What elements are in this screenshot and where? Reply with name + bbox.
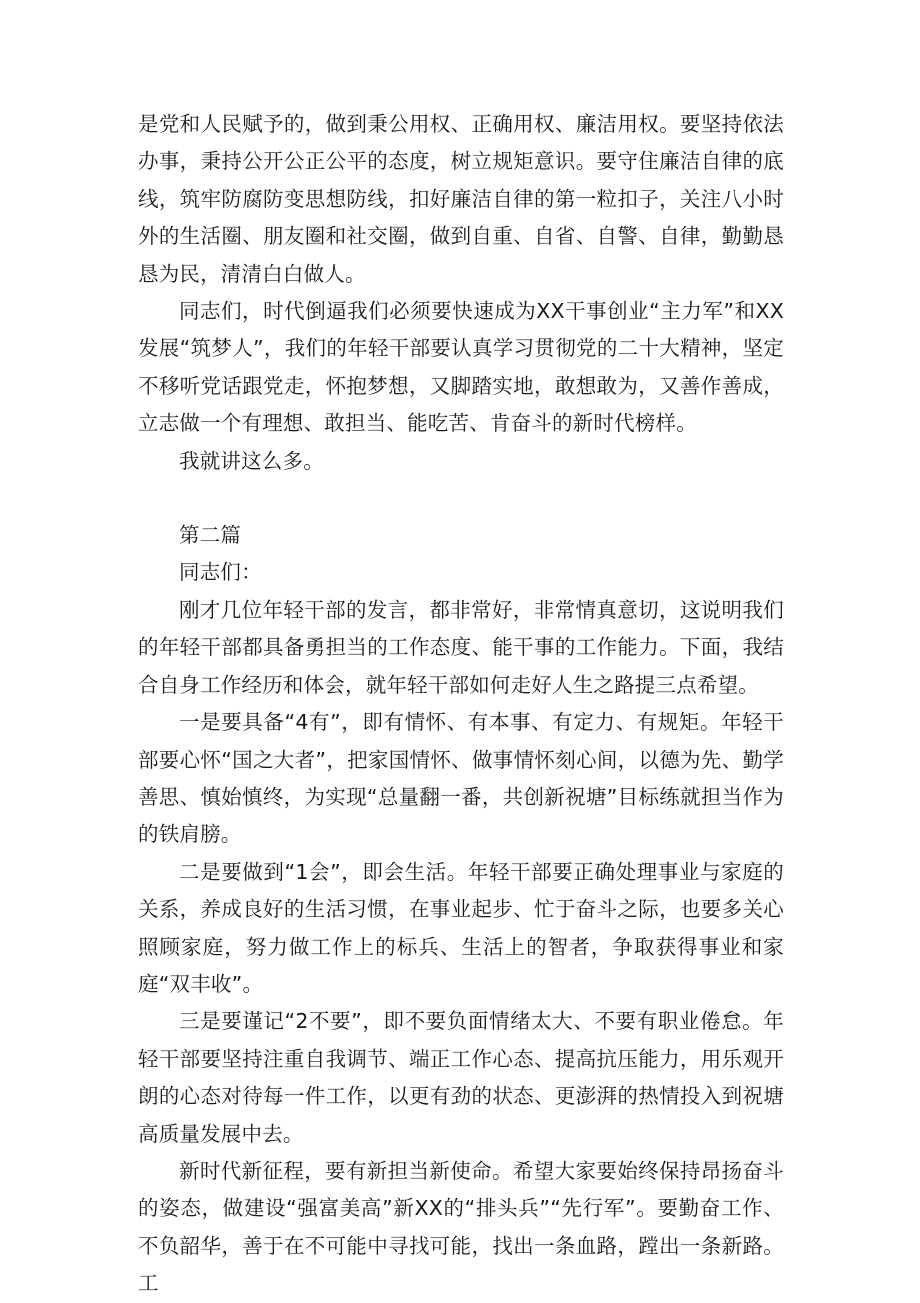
paragraph-continued: 是党和人民赋予的，做到秉公用权、正确用权、廉洁用权。要坚持依法办事，秉持公开公正公平的态度，树立规矩意识。要守住廉洁自律的底线，筑牢防腐防变思想防线，扣好廉洁自律的第一粒扣子，关注八小时外的生活圈、朋友圈和社交圈，做到自重、自省、自警、自律，勤勤恳恳为民，清清白白做人。 [138,112,784,286]
paragraph-intro: 刚才几位年轻干部的发言，都非常好，非常情真意切，这说明我们的年轻干部都具备勇担当的工作态度、能干事的工作能力。下面，我结合自身工作经历和体会，就年轻干部如何走好人生之路提三点希望。 [138,597,784,697]
paragraph-point-three: 三是要谨记“2不要”，即不要负面情绪太大、不要有职业倦怠。年轻干部要坚持注重自我调节、端正工作心态、提高抗压能力，用乐观开朗的心态对待每一件工作，以更有劲的状态、更澎湃的热情投入到祝塘高质量发展中去。 [138,1009,784,1146]
paragraph-new-era: 新时代新征程，要有新担当新使命。希望大家要始终保持昂扬奋斗的姿态，做建设“强富美高”新XX的“排头兵”“先行军”。要勤奋工作、不负韶华，善于在不可能中寻找可能，找出一条血路，蹚出一条新路。工 [138,1158,784,1296]
section-spacer [138,480,784,517]
paragraph-closing: 我就讲这么多。 [179,448,324,473]
section-title: 第二篇 [179,523,242,548]
paragraph-point-one: 一是要具备“4有”，即有情怀、有本事、有定力、有规矩。年轻干部要心怀“国之大者”，把家国情怀、做事情怀刻心间，以德为先、勤学善思、慎始慎终，为实现“总量翻一番，共创新祝塘”目标练就担当作为的铁肩膀。 [138,710,784,847]
paragraph-point-two: 二是要做到“1会”，即会生活。年轻干部要正确处理事业与家庭的关系，养成良好的生活习惯，在事业起步、忙于奋斗之际，也要多关心照顾家庭，努力做工作上的标兵、生活上的智者，争取获得事业和家庭“双丰收”。 [138,859,784,996]
paragraph-conclusion: 同志们，时代倒逼我们必须要快速成为XX干事创业“主力军”和XX发展“筑梦人”，我们的年轻干部要认真学习贯彻党的二十大精神，坚定不移听党话跟党走，怀抱梦想，又脚踏实地，敢想敢为，又善作善成，立志做一个有理想、敢担当、能吃苦、肯奋斗的新时代榜样。 [138,299,784,436]
salutation: 同志们： [179,560,262,585]
document-body [138,106,784,1303]
